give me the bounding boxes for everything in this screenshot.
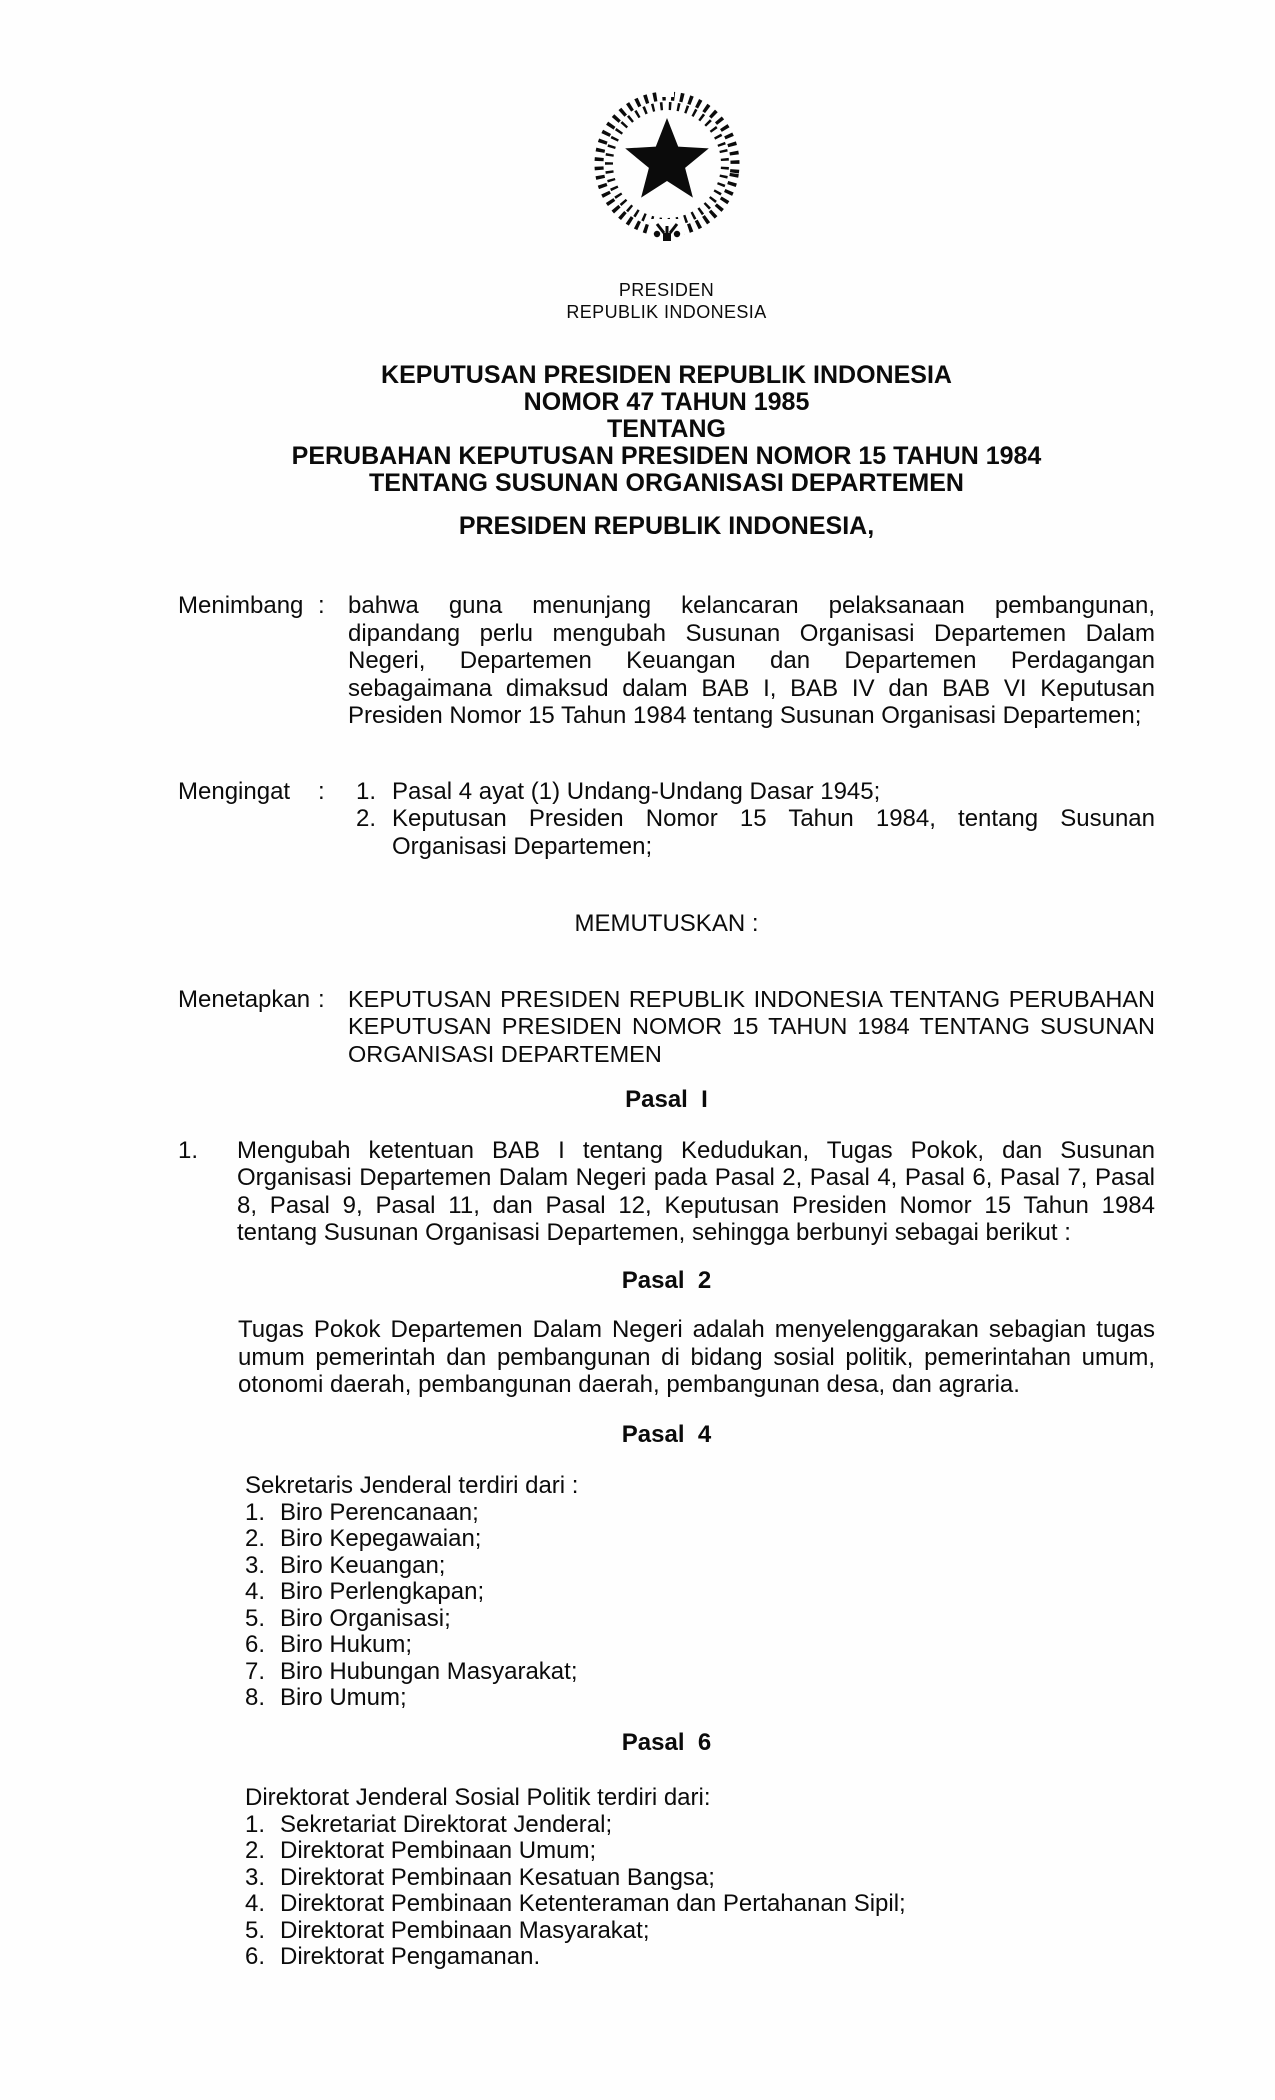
masthead-republik-indonesia: REPUBLIK INDONESIA: [566, 302, 767, 322]
list-item-text: Biro Perencanaan;: [280, 1498, 479, 1526]
pasal-6-list: [245, 1785, 1155, 1971]
list-item-number: 6.: [245, 1943, 266, 1970]
list-item-number: 2.: [356, 805, 377, 832]
masthead: [178, 0, 1155, 323]
title-line-4: PERUBAHAN KEPUTUSAN PRESIDEN NOMOR 15 TAHUN 1984: [291, 442, 1042, 470]
list-item-number: 6.: [245, 1631, 266, 1658]
list-item: [245, 1606, 1155, 1633]
mengingat-list: [348, 778, 1155, 861]
list-item-text: Biro Hukum;: [280, 1631, 413, 1658]
menimbang-text: bahwa guna menunjang kelancaran pelaksanaan pembangunan, dipandang perlu mengubah Susunan Organisasi Departemen Dalam Negeri, Departemen Keuangan dan Departemen Perdagangan sebagaimana dimaksud dalam BAB I, BAB IV dan BAB VI Keputusan Presiden Nomor 15 Tahun 1984 tentang Susunan Organisasi Departemen;: [348, 592, 1155, 729]
list-item-number: 4.: [245, 1578, 266, 1605]
presidential-star-wreath-emblem-icon: [588, 88, 746, 244]
menetapkan-text: KEPUTUSAN PRESIDEN REPUBLIK INDONESIA TENTANG PERUBAHAN KEPUTUSAN PRESIDEN NOMOR 15 TAHUN 1984 TENTANG SUSUNAN ORGANISASI DEPARTEMEN: [348, 985, 1155, 1067]
list-item-text: Direktorat Pembinaan Ketenteraman dan Pertahanan Sipil;: [280, 1890, 906, 1917]
list-item-text: Direktorat Pembinaan Umum;: [280, 1837, 597, 1864]
list-item-number: 5.: [245, 1604, 266, 1632]
list-item-text: Keputusan Presiden Nomor 15 Tahun 1984, tentang Susunan Organisasi Departemen;: [392, 805, 1155, 860]
list-item: [245, 1891, 1155, 1918]
list-item-number: 1.: [245, 1498, 266, 1526]
list-item-number: 1.: [178, 1136, 199, 1164]
list-item-text: Biro Organisasi;: [280, 1604, 451, 1632]
list-item: [245, 1838, 1155, 1865]
pasal-2-heading: Pasal 2: [621, 1266, 712, 1294]
menetapkan-label: Menetapkan: [178, 985, 311, 1013]
list-item: [245, 1944, 1155, 1971]
list-item-number: 3.: [245, 1863, 266, 1891]
title-line-1: KEPUTUSAN PRESIDEN REPUBLIK INDONESIA: [381, 361, 952, 389]
list-item-text: Sekretariat Direktorat Jenderal;: [280, 1810, 613, 1838]
salutation: PRESIDEN REPUBLIK INDONESIA,: [458, 512, 875, 540]
list-item-number: 1.: [356, 777, 377, 805]
mengingat-section: [178, 778, 1155, 861]
decree-title: [178, 362, 1155, 497]
pasal-2-text: Tugas Pokok Departemen Dalam Negeri adalah menyelenggarakan sebagian tugas umum pemerintah dan pembangunan di bidang sosial politik, pemerintahan umum, otonomi daerah, pembangunan daerah, pembangunan desa, dan agraria.: [238, 1316, 1155, 1398]
list-item: [245, 1500, 1155, 1527]
list-item-number: 2.: [245, 1837, 266, 1864]
list-item-text: Biro Kepegawaian;: [280, 1525, 482, 1552]
document-content: [178, 0, 1155, 1971]
menimbang-section: [178, 592, 1155, 730]
list-item-text: Biro Hubungan Masyarakat;: [280, 1657, 578, 1685]
list-item: [245, 1579, 1155, 1606]
list-item-text: Biro Umum;: [280, 1684, 407, 1711]
list-item-text: Biro Keuangan;: [280, 1551, 446, 1579]
title-line-5: TENTANG SUSUNAN ORGANISASI DEPARTEMEN: [369, 469, 964, 497]
list-item: [245, 1553, 1155, 1580]
list-item: [245, 1685, 1155, 1712]
list-item: [245, 1812, 1155, 1839]
list-item-number: 3.: [245, 1551, 266, 1579]
list-item-number: 1.: [245, 1810, 266, 1838]
mengingat-colon: :: [318, 777, 325, 805]
list-item-text: Direktorat Pengamanan.: [280, 1943, 541, 1970]
list-item-text: Biro Perlengkapan;: [280, 1578, 485, 1605]
list-item: [245, 1526, 1155, 1553]
list-item: [245, 1659, 1155, 1686]
pasal-4-heading: Pasal 4: [621, 1420, 712, 1448]
list-item-number: 8.: [245, 1684, 266, 1711]
list-item-number: 7.: [245, 1657, 266, 1685]
pasal-4-leadin: Sekretaris Jenderal terdiri dari :: [245, 1472, 579, 1499]
mengingat-label: Mengingat: [178, 777, 291, 805]
list-item-number: 2.: [245, 1525, 266, 1552]
memutuskan-heading: MEMUTUSKAN :: [574, 910, 759, 937]
list-item-number: 5.: [245, 1916, 266, 1944]
title-line-3: TENTANG: [607, 415, 726, 443]
pasal-i-item: [178, 1137, 1155, 1247]
list-item: [245, 1865, 1155, 1892]
menimbang-label: Menimbang: [178, 592, 304, 619]
pasal-6-leadin: Direktorat Jenderal Sosial Politik terdiri dari:: [245, 1784, 711, 1811]
pasal-6-heading: Pasal 6: [621, 1728, 712, 1756]
menimbang-colon: :: [318, 592, 325, 619]
menetapkan-colon: :: [318, 985, 325, 1013]
list-item-text: Pasal 4 ayat (1) Undang-Undang Dasar 1945;: [392, 777, 881, 805]
menetapkan-section: [178, 986, 1155, 1069]
list-item-number: 4.: [245, 1890, 266, 1917]
list-item: [245, 1632, 1155, 1659]
list-item-text: Mengubah ketentuan BAB I tentang Kedudukan, Tugas Pokok, dan Susunan Organisasi Departemen Dalam Negeri pada Pasal 2, Pasal 4, Pasal 6, Pasal 7, Pasal 8, Pasal 9, Pasal 11, dan Pasal 12, Keputusan Presiden Nomor 15 Tahun 1984 tentang Susunan Organisasi Departemen, sehingga berbunyi sebagai berikut :: [237, 1136, 1155, 1246]
masthead-presiden: PRESIDEN: [618, 280, 715, 300]
list-item-text: Direktorat Pembinaan Kesatuan Bangsa;: [280, 1863, 715, 1891]
pasal-i-heading: Pasal I: [625, 1086, 708, 1113]
list-item: [348, 805, 1155, 860]
pasal-4-list: [245, 1473, 1155, 1712]
list-item: [245, 1918, 1155, 1945]
list-item: [348, 778, 1155, 806]
title-line-2: NOMOR 47 TAHUN 1985: [523, 388, 810, 416]
list-item-text: Direktorat Pembinaan Masyarakat;: [280, 1916, 650, 1944]
